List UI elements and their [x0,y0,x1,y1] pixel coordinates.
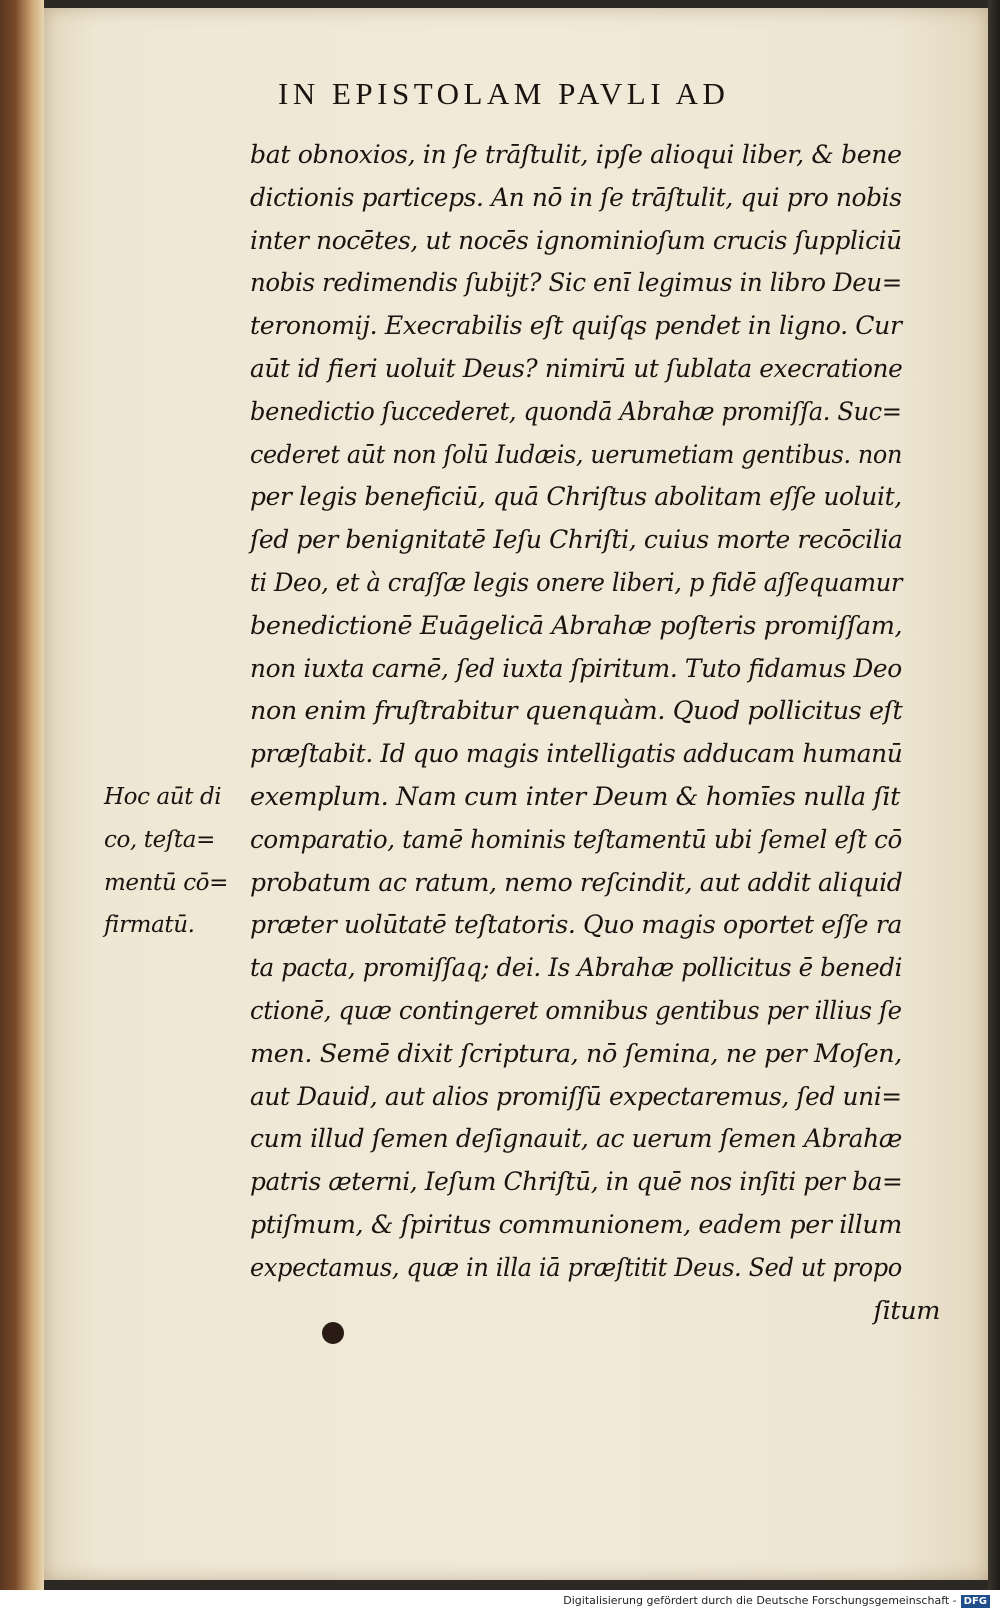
text-line: benedictionē Euāgelicā Abrahæ poſteris promiſſam, [250,610,903,641]
running-head: IN EPISTOLAM PAVLI AD [278,76,730,111]
binding-edge [0,0,44,1590]
text-line: expectamus, quæ in illa iā præſtitit Deus. Sed ut propo [250,1252,902,1283]
text-line: teronomij. Execrabilis eſt quiſqs pendet in ligno. Cur [250,311,902,342]
text-line: cum illud ſemen deſignauit, ac uerum ſemen Abrahæ [250,1124,902,1155]
marginal-note-line: Hoc aūt di [104,784,222,810]
dfg-logo: DFG [961,1595,990,1608]
text-line: dictionis particeps. An nō in ſe trāſtulit, qui pro nobis [250,182,902,213]
marginal-note [104,776,244,947]
marginal-note-line: mentū cō= [104,869,229,896]
text-line: patris æterni, Ieſum Chriſtū, in quē nos inſiti per ba= [250,1167,903,1198]
text-line: aūt id fieri uoluit Deus? nimirū ut ſublata execratione [250,353,903,384]
text-line: ctionē, quæ contingeret omnibus gentibus per illius ſe [250,995,902,1026]
text-line: per legis beneficiū, quā Chriſtus abolitam eſſe uoluit, [250,482,902,513]
text-line: non iuxta carnē, ſed iuxta ſpiritum. Tuto fidamus Deo [250,653,902,684]
text-line: præſtabit. Id quo magis intelligatis adducam humanū [250,739,903,770]
text-line: cederet aūt non ſolū Iudæis, uerumetiam gentibus. non [250,439,902,470]
marginal-note-line: firmatū. [104,912,195,939]
text-line: aut Dauid, aut alios promiſſū expectaremus, ſed uni= [250,1081,902,1112]
text-line: bat obnoxios, in ſe trāſtulit, ipſe alioqui liber, & bene [250,140,902,170]
catchword: ſitum [873,1295,940,1326]
text-line: ptiſmum, & ſpiritus communionem, eadem per illum [250,1209,902,1240]
text-line: exemplum. Nam cum inter Deum & homīes nulla ſit [250,781,900,812]
marginal-note-line: co, teſta= [104,826,215,853]
text-line: nobis redimendis ſubijt? Sic enī legimus in libro Deu= [250,268,902,299]
text-line: ta pacta, promiſſaq; dei. Is Abrahæ pollicitus ē benedi [250,953,903,984]
text-line: probatum ac ratum, nemo reſcindit, aut addit aliquid [250,867,903,898]
text-line: præter uolūtatē teſtatoris. Quo magis oportet eſſe ra [250,910,902,941]
credit-text: Digitalisierung gefördert durch die Deutsche Forschungsgemeinschaft - [563,1594,957,1607]
text-line: inter nocētes, ut nocēs ignominioſum crucis ſuppliciū [250,225,902,256]
ink-stain [322,1322,344,1344]
text-line: ti Deo, et à craſſæ legis onere liberi, p fidē aſſequamur [250,567,903,598]
digitization-credit [563,1593,990,1608]
text-line: men. Semē dixit ſcriptura, nō ſemina, ne per Moſen, [250,1038,902,1069]
text-line: non enim fruſtrabitur quenquàm. Quod pollicitus eſt [250,696,903,727]
main-text-block [250,134,940,1332]
right-cover-edge [988,0,1000,1590]
text-line: benedictio ſuccederet, quondā Abrahæ promiſſa. Suc= [250,396,902,427]
text-line: ſed per benignitatē Ieſu Chriſti, cuius morte recōcilia [250,525,903,556]
text-line: comparatio, tamē hominis teſtamentū ubi ſemel eſt cō [250,824,902,855]
